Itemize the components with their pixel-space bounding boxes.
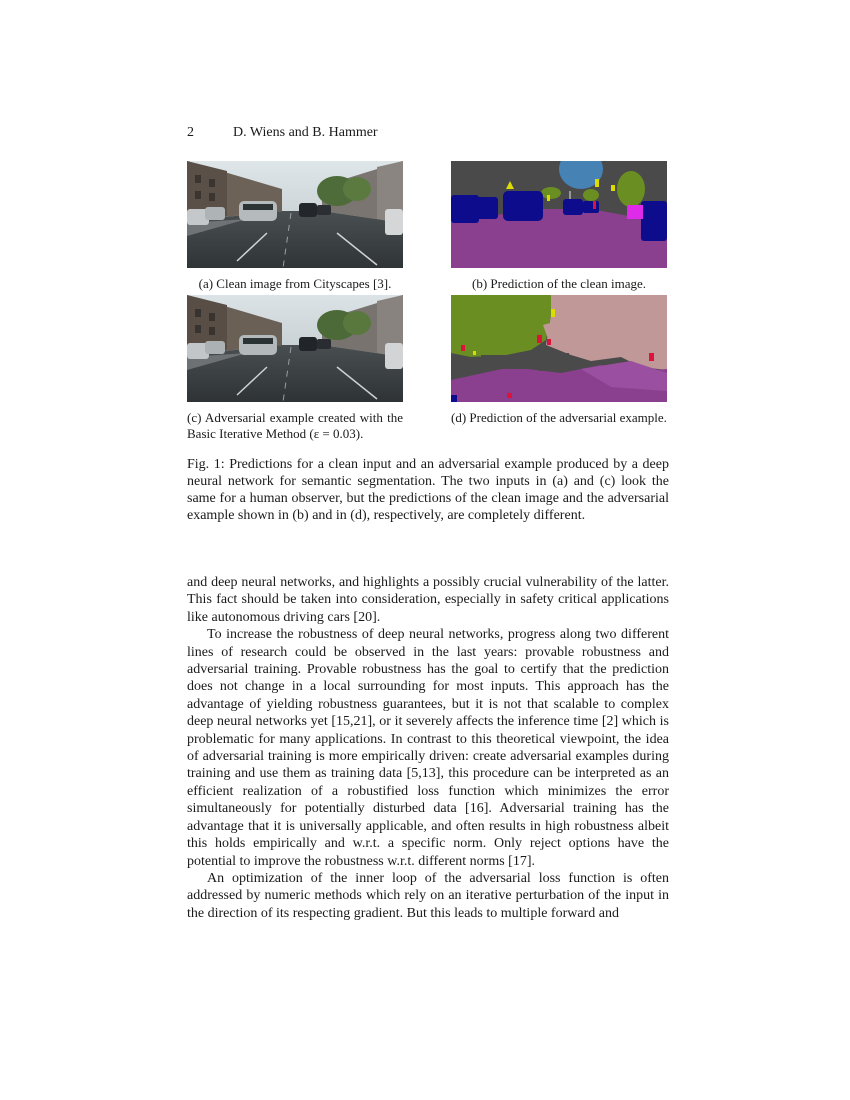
subfigure-c-caption: (c) Adversarial example created with the Basic Iterative Method (ε = 0.03). xyxy=(187,410,403,441)
subfigure-d-caption: (d) Prediction of the adversarial example. xyxy=(451,410,667,425)
subfigure-a-image xyxy=(187,161,403,268)
figure-caption: Fig. 1: Predictions for a clean input and an adversarial example produced by a deep neural network for semantic segmentation. The two inputs in (a) and (c) look the same for a human observer, but the predictions of the clean image and the adversarial example shown in (b) and in (d), respectively, are completely different. xyxy=(187,457,669,523)
subfigure-b-caption: (b) Prediction of the clean image. xyxy=(472,276,646,291)
subfigure-a-caption: (a) Clean image from Cityscapes [3]. xyxy=(198,276,392,291)
body-text xyxy=(187,574,669,922)
paragraph: and deep neural networks, and highlights a possibly crucial vulnerability of the latter. This fact should be taken into consideration, especially in safety critical applications like autonomous driving cars [20]. xyxy=(187,575,669,625)
paragraph: To increase the robustness of deep neural networks, progress along two different lines of research could be observed in the last years: provable robustness and adversarial training. Provable robustness has the goal to certify that the prediction does not change in a local surrounding for most inputs. This approach has the advantage of yielding robustness guarantees, but it is not that scalable to complex deep neural networks yet [15,21], or it severely affects the inference time [2] which is problematic for many applications. In contrast to this theoretical viewpoint, the idea of adversarial training is more empirically driven: create adversarial examples during training and use them as training data [5,13], this procedure can be interpreted as an efficient realization of a robustified loss function which minimizes the error simultaneously for potentially disturbed data [16]. Adversarial training has the advantage that it is universally applicable, and often results in high robustness albeit this holds empirically and w.r.t. a specific norm. Only reject options have the potential to improve the robustness w.r.t. different norms [17]. xyxy=(187,627,669,869)
running-authors: D. Wiens and B. Hammer xyxy=(233,125,378,140)
subfigure-c-image xyxy=(187,295,403,402)
paragraph: An optimization of the inner loop of the adversarial loss function is often addressed by numeric methods which rely on an iterative perturbation of the input in the direction of its respecting gradient. But this leads to multiple forward and xyxy=(187,870,669,921)
page-number: 2 xyxy=(187,125,194,140)
subfigure-b-segmentation xyxy=(451,161,667,268)
subfigure-d-segmentation xyxy=(451,295,667,402)
